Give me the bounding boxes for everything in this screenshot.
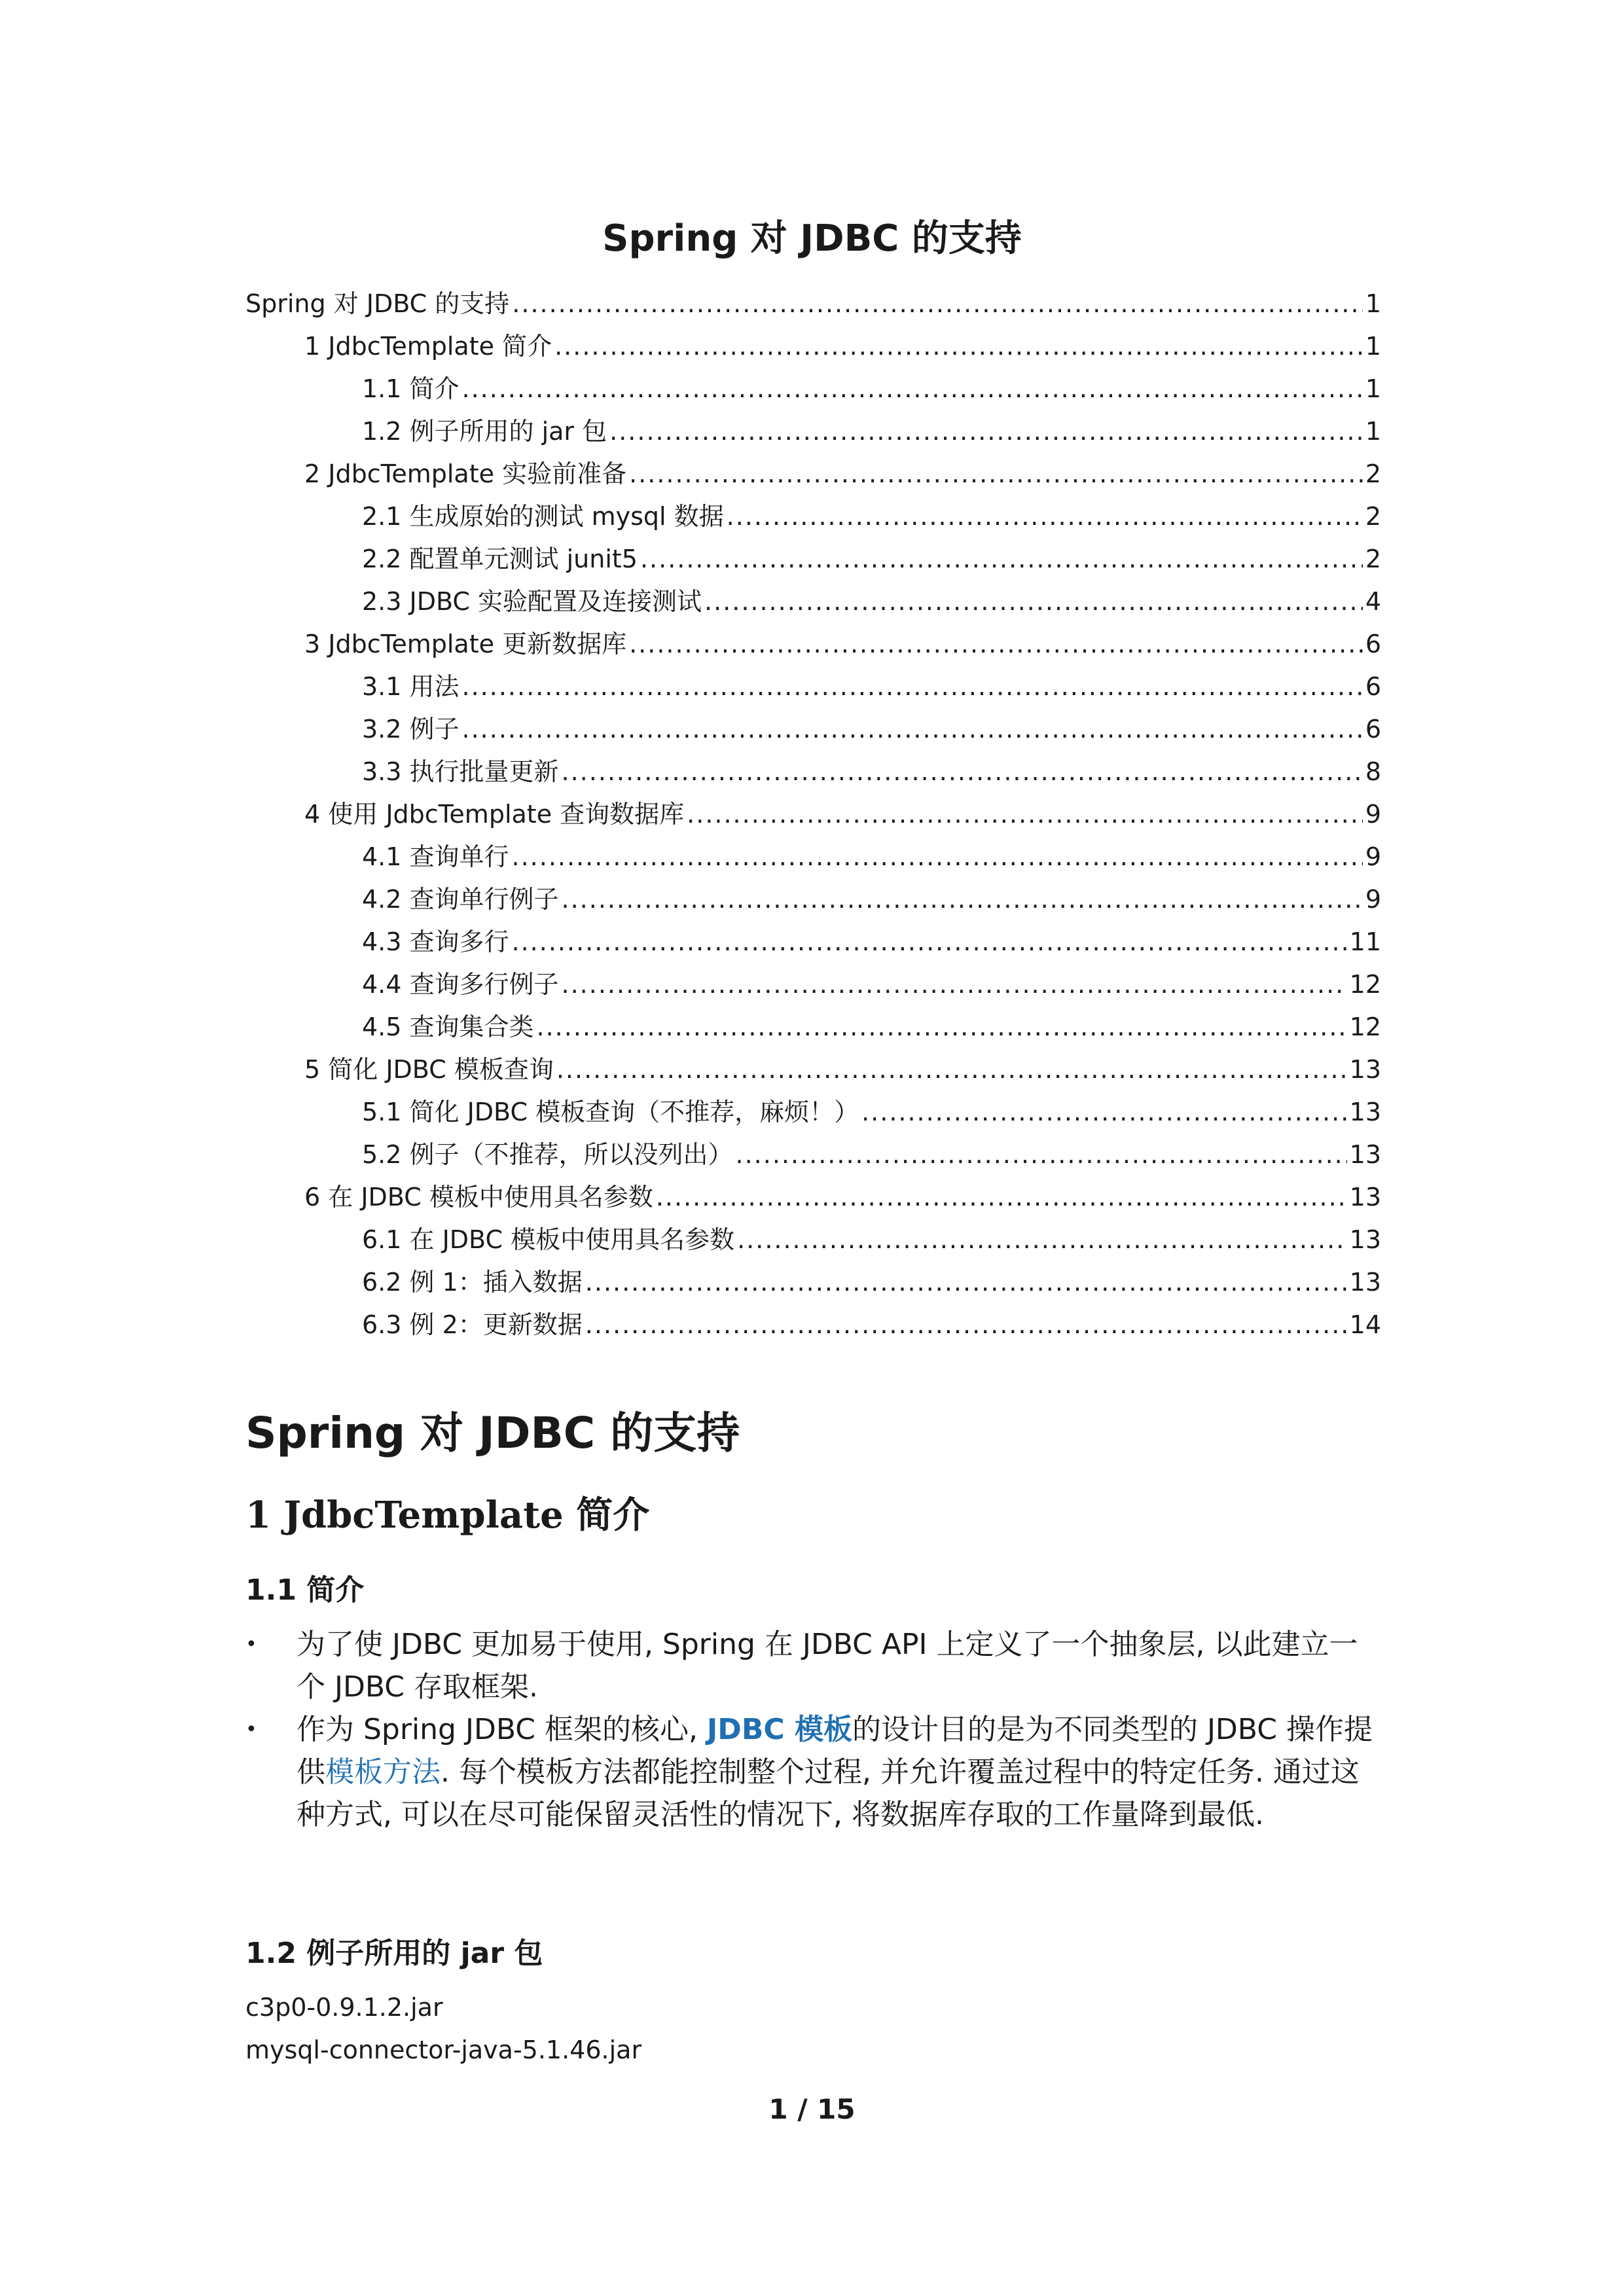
chapter-heading: 1 JdbcTemplate 简介 <box>245 1494 650 1537</box>
toc-entry[interactable] <box>245 453 1381 495</box>
toc-entry[interactable] <box>245 623 1381 666</box>
subsection-heading-1-1: 1.1 简介 <box>245 1573 365 1607</box>
toc-entry-page: 13 <box>1349 1268 1381 1297</box>
toc-entry[interactable] <box>245 538 1381 581</box>
bullet-icon: • <box>245 1718 257 1741</box>
toc-entry-page: 13 <box>1349 1055 1381 1084</box>
toc-entry-label: 3 JdbcTemplate 更新数据库 <box>304 630 627 658</box>
toc-entry-page: 2 <box>1365 502 1381 531</box>
toc-leader-dots <box>585 1261 1347 1304</box>
jar-item: mysql-connector-java-5.1.46.jar <box>245 2036 642 2064</box>
toc-entry[interactable] <box>245 495 1381 538</box>
toc-leader-dots <box>704 581 1363 623</box>
toc-leader-dots <box>861 1091 1347 1134</box>
toc-entry-label: 2 JdbcTemplate 实验前准备 <box>304 459 627 488</box>
toc-leader-dots <box>554 325 1363 368</box>
toc-entry-page: 12 <box>1349 970 1381 999</box>
toc-entry-label: 4.5 查询集合类 <box>362 1013 534 1041</box>
toc-entry-label: 5.1 简化 JDBC 模板查询（不推荐，麻烦！） <box>362 1098 859 1126</box>
toc-entry-label: 5 简化 JDBC 模板查询 <box>304 1055 554 1084</box>
toc-entry[interactable] <box>245 963 1381 1006</box>
toc-leader-dots <box>629 623 1363 666</box>
toc-leader-dots <box>609 410 1363 453</box>
toc-leader-dots <box>512 283 1363 325</box>
toc-entry[interactable] <box>245 666 1381 708</box>
toc-entry-label: 3.2 例子 <box>362 715 460 744</box>
toc-entry-label: 2.1 生成原始的测试 mysql 数据 <box>362 502 724 531</box>
toc-entry-page: 1 <box>1365 374 1381 403</box>
table-of-contents <box>245 283 1381 1346</box>
toc-leader-dots <box>656 1176 1347 1219</box>
toc-entry-page: 13 <box>1349 1098 1381 1126</box>
toc-entry[interactable] <box>245 581 1381 623</box>
toc-entry[interactable] <box>245 1304 1381 1346</box>
toc-entry-page: 6 <box>1365 672 1381 701</box>
toc-entry-label: 4 使用 JdbcTemplate 查询数据库 <box>304 800 685 829</box>
toc-entry-page: 1 <box>1365 417 1381 446</box>
toc-entry-page: 13 <box>1349 1183 1381 1211</box>
toc-entry-page: 4 <box>1365 587 1381 616</box>
toc-entry-label: 1 JdbcTemplate 简介 <box>304 332 552 361</box>
page-number: 1 / 15 <box>768 2093 856 2125</box>
toc-entry[interactable] <box>245 1006 1381 1049</box>
bullet-item <box>245 1708 1384 1836</box>
toc-entry-page: 12 <box>1349 1013 1381 1041</box>
toc-leader-dots <box>687 793 1363 836</box>
subsection-heading-1-2: 1.2 例子所用的 jar 包 <box>245 1937 543 1970</box>
toc-entry-label: 3.1 用法 <box>362 672 460 701</box>
toc-entry-label: 6.1 在 JDBC 模板中使用具名参数 <box>362 1225 735 1254</box>
toc-leader-dots <box>462 368 1363 410</box>
toc-entry-page: 13 <box>1349 1140 1381 1169</box>
toc-leader-dots <box>629 453 1363 495</box>
toc-entry-label: 6.3 例 2：更新数据 <box>362 1310 583 1339</box>
jar-list <box>245 1986 641 2072</box>
bullet-icon: • <box>245 1633 257 1656</box>
toc-entry[interactable] <box>245 708 1381 751</box>
bullet-text-part: 作为 Spring JDBC 框架的核心, <box>297 1713 707 1746</box>
toc-leader-dots <box>640 538 1363 581</box>
toc-entry-page: 6 <box>1365 715 1381 744</box>
toc-entry-page: 13 <box>1349 1225 1381 1254</box>
toc-leader-dots <box>512 836 1363 878</box>
toc-leader-dots <box>462 666 1363 708</box>
toc-entry-label: 4.1 查询单行 <box>362 842 509 871</box>
toc-entry[interactable] <box>245 1049 1381 1091</box>
template-method-link[interactable]: 模板方法 <box>325 1755 441 1789</box>
toc-entry-page: 9 <box>1365 842 1381 871</box>
toc-entry[interactable] <box>245 1219 1381 1261</box>
toc-entry[interactable] <box>245 1261 1381 1304</box>
toc-entry-page: 11 <box>1349 927 1381 956</box>
jdbc-template-link[interactable]: JDBC 模板 <box>706 1713 852 1746</box>
toc-entry-page: 9 <box>1365 800 1381 829</box>
bullet-text: 为了使 JDBC 更加易于使用, Spring 在 JDBC API 上定义了一个抽象层, 以此建立一个 JDBC 存取框架. <box>297 1628 1358 1704</box>
toc-entry-label: 2.3 JDBC 实验配置及连接测试 <box>362 587 702 616</box>
bullet-item <box>245 1623 1384 1708</box>
toc-entry-page: 1 <box>1365 289 1381 318</box>
document-title: Spring 对 JDBC 的支持 <box>602 217 1022 260</box>
toc-entry-label: 1.1 简介 <box>362 374 460 403</box>
toc-entry[interactable] <box>245 368 1381 410</box>
toc-entry-label: 5.2 例子（不推荐，所以没列出） <box>362 1140 733 1169</box>
bullet-list <box>245 1623 1384 1836</box>
toc-entry-label: 1.2 例子所用的 jar 包 <box>362 417 607 446</box>
toc-entry-label: 4.2 查询单行例子 <box>362 885 559 914</box>
toc-entry-label: 6.2 例 1：插入数据 <box>362 1268 583 1297</box>
toc-entry-label: 2.2 配置单元测试 junit5 <box>362 545 638 573</box>
toc-leader-dots <box>585 1304 1347 1346</box>
toc-entry-label: 4.4 查询多行例子 <box>362 970 559 999</box>
toc-leader-dots <box>562 878 1363 921</box>
toc-entry[interactable] <box>245 1176 1381 1219</box>
bullet-text-part: . 每个模板方法都能控制整个过程, 并允许覆盖过程中的特定任务. 通过这种方式, 可以在尽可能保留灵活性的情况下, 将数据库存取的工作量降到最低. <box>297 1755 1360 1831</box>
toc-entry-page: 8 <box>1365 757 1381 786</box>
toc-entry[interactable] <box>245 283 1381 325</box>
toc-entry-label: Spring 对 JDBC 的支持 <box>245 289 510 318</box>
toc-entry-page: 6 <box>1365 630 1381 658</box>
toc-entry-page: 2 <box>1365 459 1381 488</box>
toc-entry-label: 4.3 查询多行 <box>362 927 509 956</box>
toc-entry-page: 2 <box>1365 545 1381 573</box>
toc-leader-dots <box>727 495 1363 538</box>
toc-entry[interactable] <box>245 1134 1381 1176</box>
toc-entry[interactable] <box>245 410 1381 453</box>
toc-entry[interactable] <box>245 836 1381 878</box>
toc-entry[interactable] <box>245 878 1381 921</box>
toc-entry[interactable] <box>245 1091 1381 1134</box>
toc-entry-page: 14 <box>1349 1310 1381 1339</box>
toc-leader-dots <box>556 1049 1347 1091</box>
section-heading: Spring 对 JDBC 的支持 <box>245 1408 740 1458</box>
toc-entry-label: 6 在 JDBC 模板中使用具名参数 <box>304 1183 653 1211</box>
toc-entry[interactable] <box>245 751 1381 793</box>
toc-entry-page: 1 <box>1365 332 1381 361</box>
toc-leader-dots <box>537 1006 1347 1049</box>
toc-leader-dots <box>736 1134 1347 1176</box>
toc-leader-dots <box>462 708 1363 751</box>
toc-leader-dots <box>512 921 1347 963</box>
toc-entry[interactable] <box>245 325 1381 368</box>
bullet-text-part: 的设计目的是为不同类型的 JDBC 操作提供 <box>297 1713 1373 1789</box>
toc-entry[interactable] <box>245 921 1381 963</box>
toc-entry[interactable] <box>245 793 1381 836</box>
toc-leader-dots <box>562 963 1347 1006</box>
toc-entry-label: 3.3 执行批量更新 <box>362 757 559 786</box>
jar-item: c3p0-0.9.1.2.jar <box>245 1993 443 2022</box>
toc-leader-dots <box>562 751 1363 793</box>
toc-leader-dots <box>737 1219 1347 1261</box>
toc-entry-page: 9 <box>1365 885 1381 914</box>
